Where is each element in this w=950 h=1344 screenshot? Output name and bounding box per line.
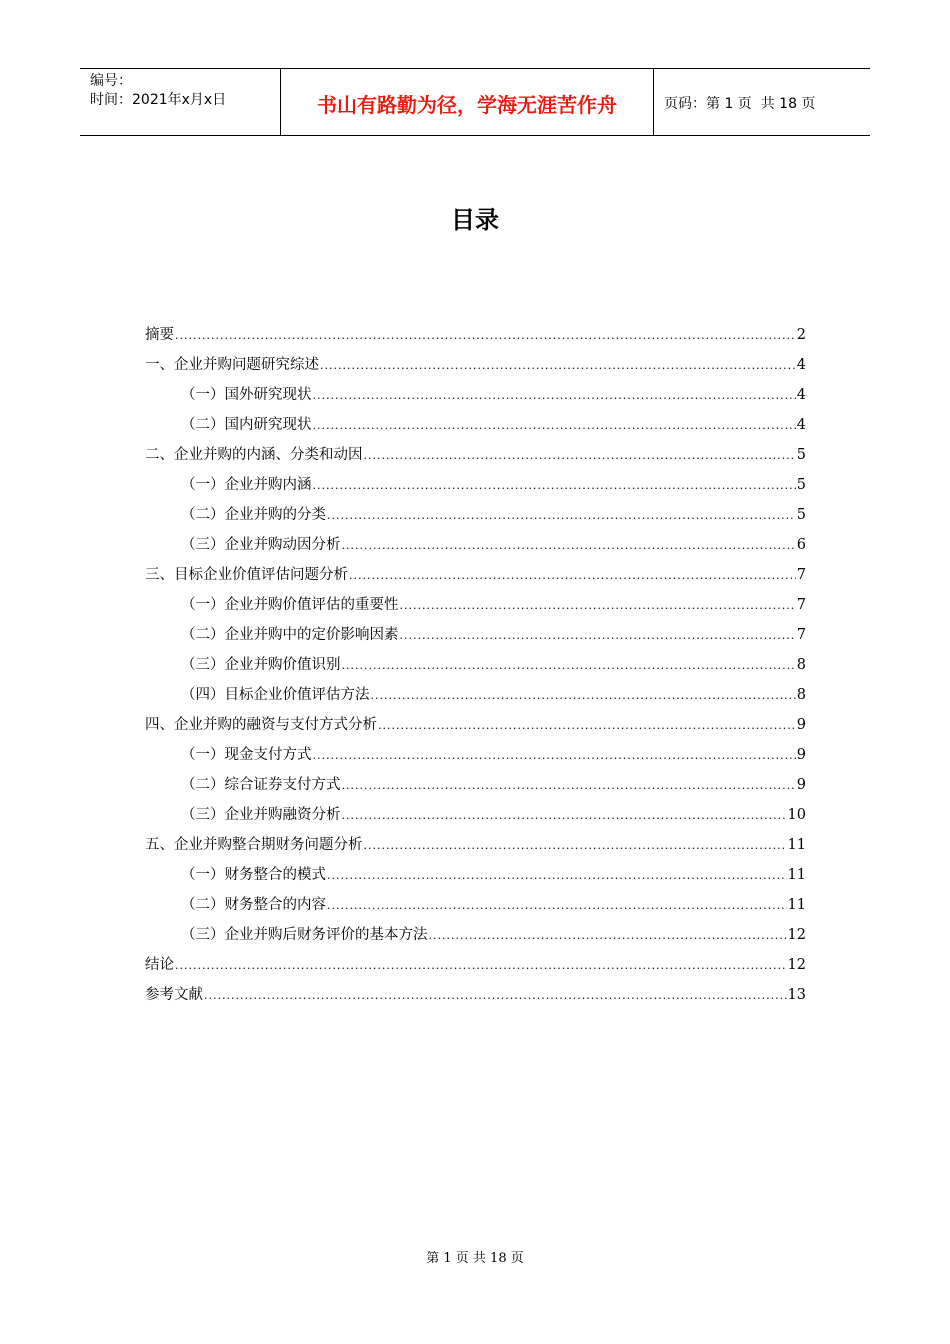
header-motto: 书山有路勤为径，学海无涯苦作舟 [281,69,654,135]
toc-entry[interactable] [145,830,806,860]
toc-entry-page: 4 [796,417,806,433]
toc-entry[interactable] [145,890,806,920]
toc-entry[interactable] [145,350,806,380]
toc-entry-page: 8 [796,657,806,673]
toc-leader-dots [400,621,796,651]
toc-entry-page: 11 [787,837,806,853]
toc-entry[interactable] [145,620,806,650]
toc-entry[interactable] [145,770,806,800]
toc-entry-text: （三）企业并购后财务评价的基本方法 [181,927,428,943]
toc-entry-page: 12 [787,927,806,943]
toc-entry-text: 三、目标企业价值评估问题分析 [145,567,348,583]
toc-leader-dots [400,591,796,621]
toc-entry-page: 5 [796,447,806,463]
toc-entry-page: 11 [787,897,806,913]
toc-leader-dots [313,411,796,441]
toc-entry-page: 8 [796,687,806,703]
toc-entry-text: 摘要 [145,327,174,343]
toc-leader-dots [371,681,796,711]
toc-entry-page: 2 [796,327,806,343]
page-info-text: 页码：第 1 页 共 18 页 [664,96,816,112]
toc-entry[interactable] [145,680,806,710]
toc-leader-dots [320,351,796,381]
toc-leader-dots [364,831,787,861]
toc-leader-dots [313,471,796,501]
toc-entry-page: 9 [796,777,806,793]
header-page-info [654,69,870,135]
toc-entry[interactable] [145,470,806,500]
toc-leader-dots [349,561,796,591]
toc-entry-page: 7 [796,567,806,583]
toc-entry[interactable] [145,380,806,410]
toc-entry[interactable] [145,860,806,890]
toc-entry-page: 5 [796,507,806,523]
toc-entry-text: （三）企业并购动因分析 [181,537,341,553]
toc-entry-page: 7 [796,597,806,613]
toc-entry-text: （二）企业并购的分类 [181,507,326,523]
toc-entry-page: 9 [796,747,806,763]
toc-entry[interactable] [145,920,806,950]
toc-entry-page: 6 [796,537,806,553]
toc-entry-text: （二）企业并购中的定价影响因素 [181,627,399,643]
toc-entry-text: （四）目标企业价值评估方法 [181,687,370,703]
toc-leader-dots [327,501,796,531]
toc-entry-page: 4 [796,357,806,373]
toc-entry[interactable] [145,800,806,830]
toc-entry[interactable] [145,560,806,590]
table-of-contents [145,320,806,1010]
toc-entry-page: 5 [796,477,806,493]
toc-leader-dots [313,741,796,771]
toc-entry[interactable] [145,410,806,440]
toc-leader-dots [342,651,796,681]
toc-entry[interactable] [145,590,806,620]
toc-leader-dots [175,321,796,351]
toc-leader-dots [342,801,787,831]
toc-leader-dots [342,771,796,801]
toc-entry-text: 四、企业并购的融资与支付方式分析 [145,717,377,733]
toc-entry[interactable] [145,530,806,560]
toc-leader-dots [313,381,796,411]
toc-entry-page: 12 [787,957,806,973]
toc-entry-text: （一）现金支付方式 [181,747,312,763]
toc-entry[interactable] [145,320,806,350]
toc-entry-text: （一）企业并购价值评估的重要性 [181,597,399,613]
toc-entry[interactable] [145,740,806,770]
toc-entry-page: 7 [796,627,806,643]
page-header [80,68,870,136]
header-meta [80,69,281,135]
toc-leader-dots [327,861,787,891]
toc-entry[interactable] [145,500,806,530]
toc-entry[interactable] [145,650,806,680]
toc-entry-text: 五、企业并购整合期财务问题分析 [145,837,363,853]
toc-entry-page: 4 [796,387,806,403]
toc-entry-text: （二）财务整合的内容 [181,897,326,913]
toc-entry-page: 10 [787,807,806,823]
toc-entry[interactable] [145,710,806,740]
toc-leader-dots [342,531,796,561]
toc-entry-page: 13 [787,987,806,1003]
toc-entry-page: 11 [787,867,806,883]
toc-entry-text: （二）综合证券支付方式 [181,777,341,793]
toc-entry[interactable] [145,980,806,1010]
toc-entry-text: （一）财务整合的模式 [181,867,326,883]
toc-entry-text: （一）企业并购内涵 [181,477,312,493]
toc-entry-text: （三）企业并购价值识别 [181,657,341,673]
number-label: 编号： [90,73,132,89]
toc-leader-dots [204,981,787,1011]
toc-entry-text: （二）国内研究现状 [181,417,312,433]
toc-entry[interactable] [145,440,806,470]
page-footer: 第 1 页 共 18 页 [426,1251,524,1266]
toc-entry-text: 一、企业并购问题研究综述 [145,357,319,373]
toc-entry[interactable] [145,950,806,980]
toc-entry-text: 二、企业并购的内涵、分类和动因 [145,447,363,463]
toc-entry-text: （三）企业并购融资分析 [181,807,341,823]
toc-entry-text: 参考文献 [145,987,203,1003]
toc-leader-dots [364,441,796,471]
toc-leader-dots [327,891,787,921]
toc-entry-text: 结论 [145,957,174,973]
toc-entry-text: （一）国外研究现状 [181,387,312,403]
toc-entry-page: 9 [796,717,806,733]
toc-leader-dots [378,711,796,741]
toc-title: 目录 [451,206,499,234]
toc-leader-dots [175,951,787,981]
toc-leader-dots [429,921,787,951]
time-label: 时间：2021年x月x日 [90,92,227,108]
